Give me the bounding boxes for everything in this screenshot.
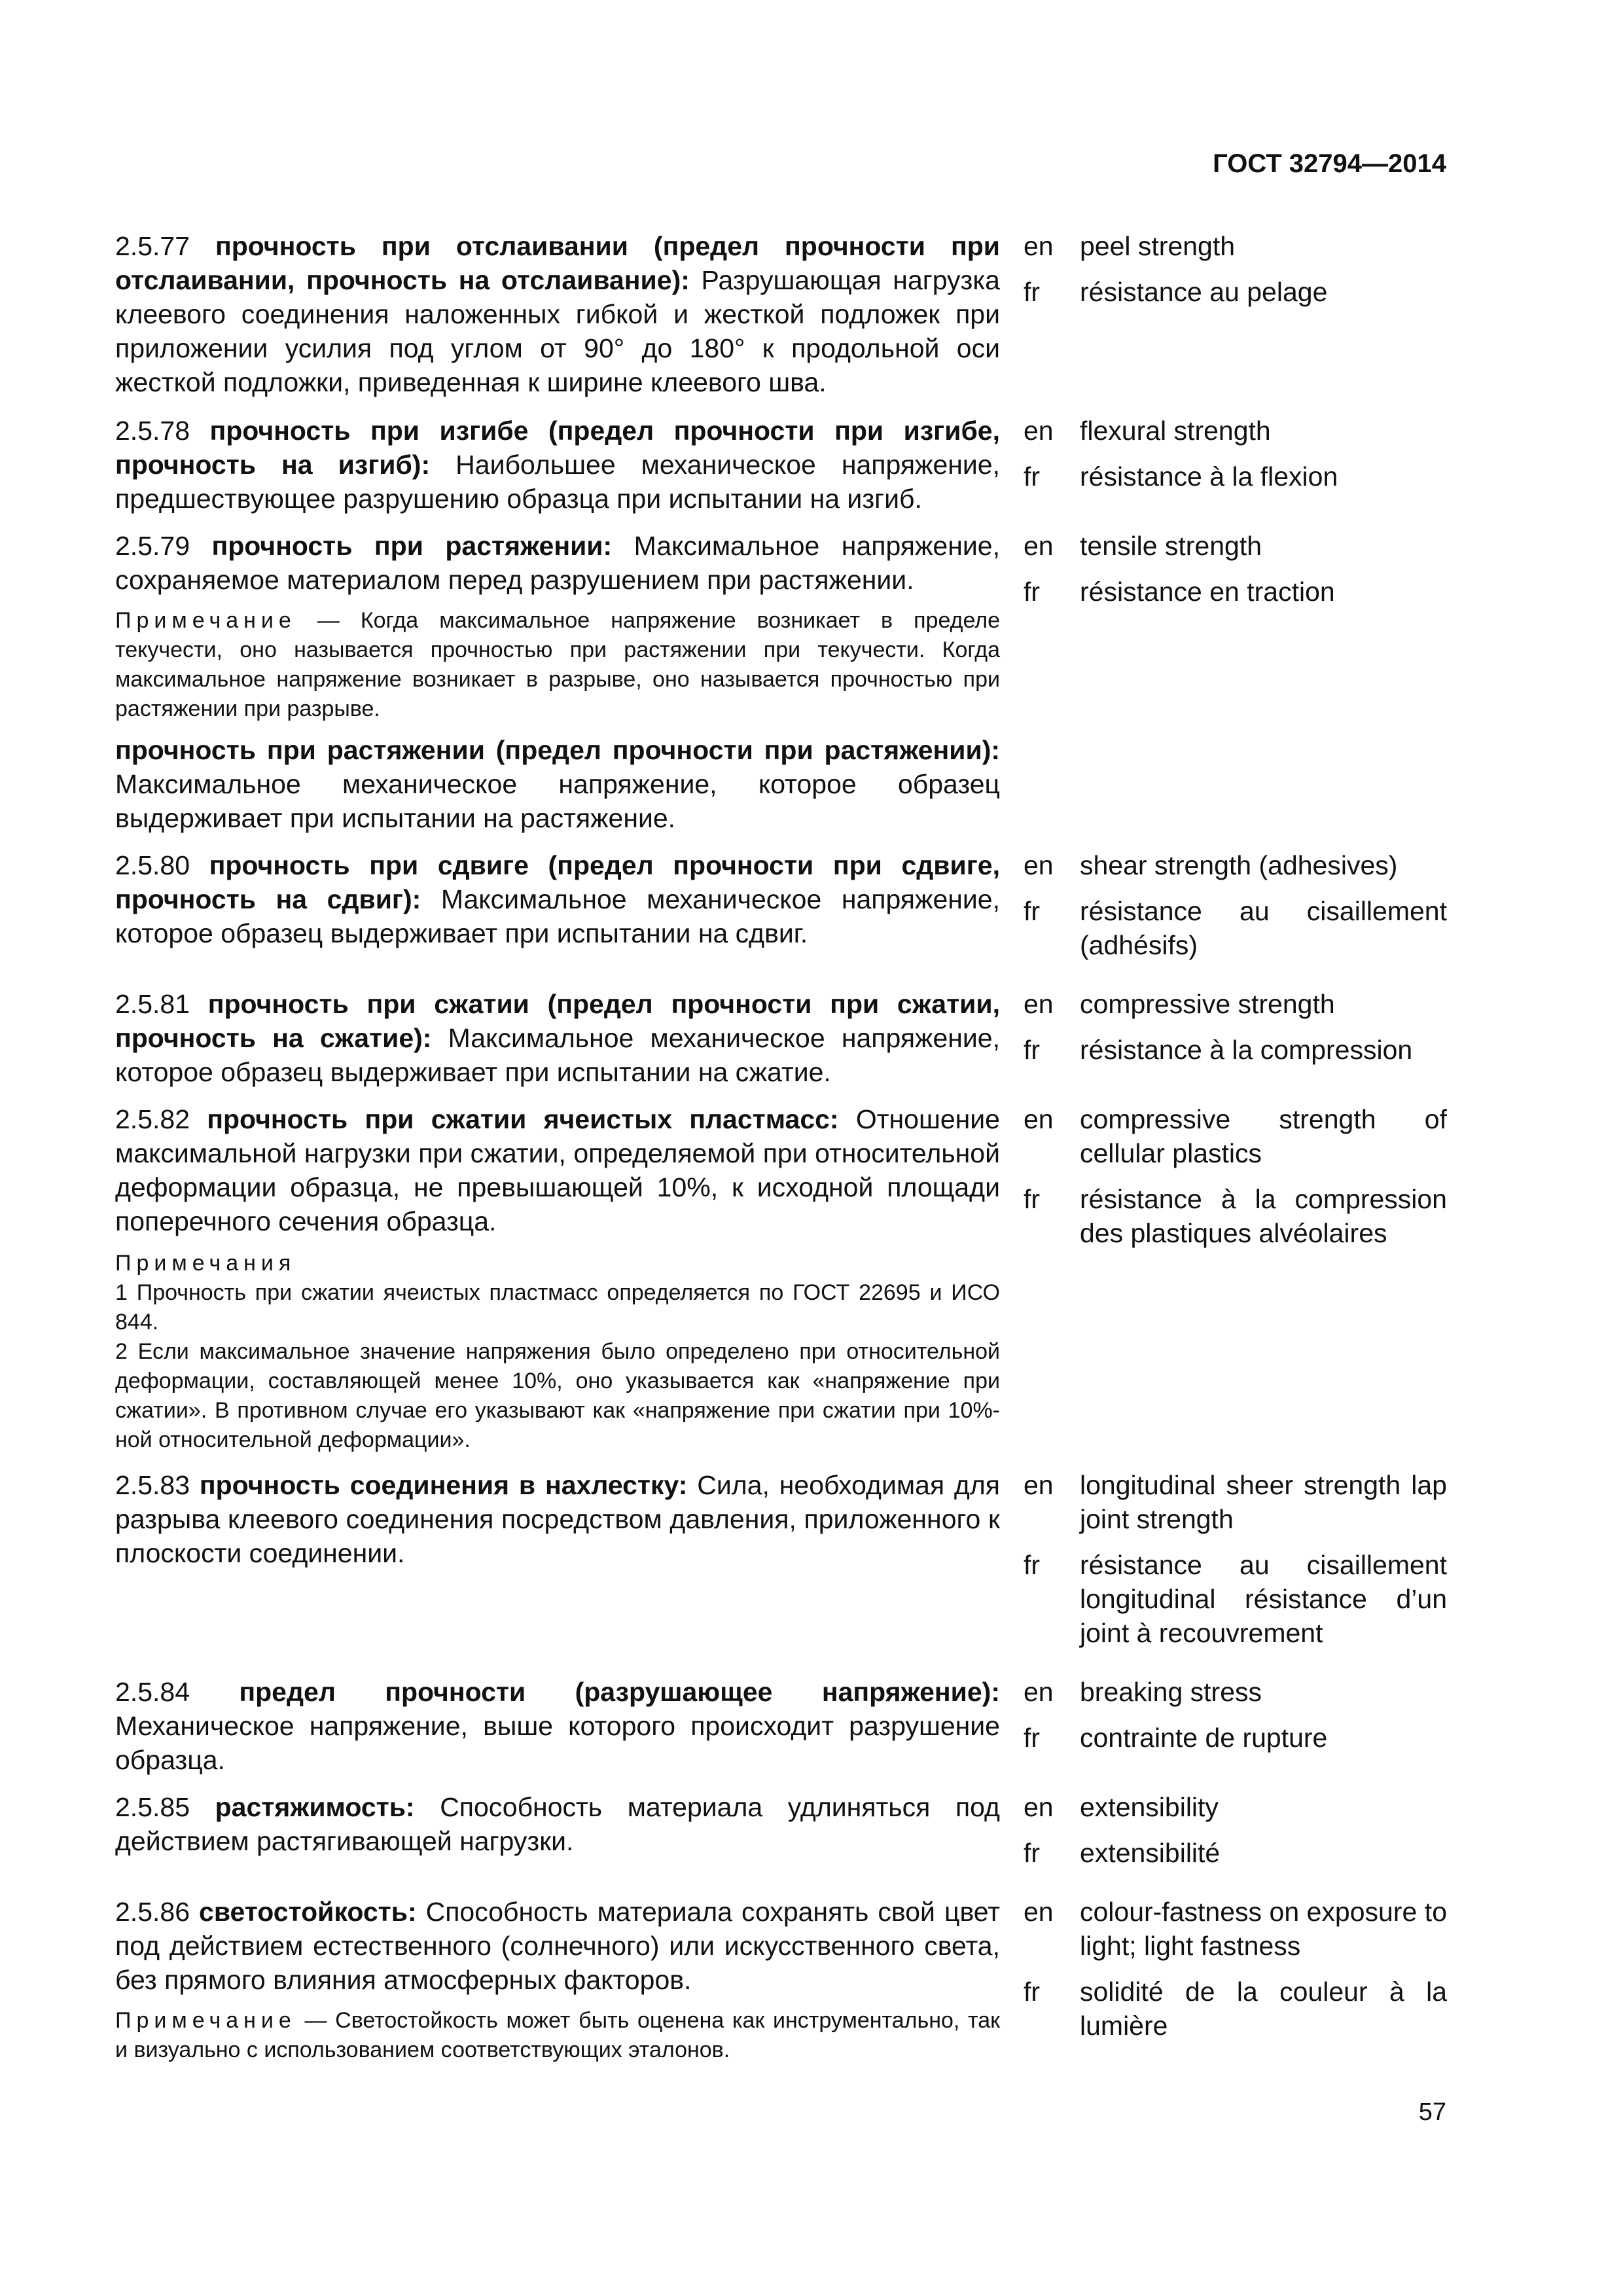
term-number: 2.5.79 <box>115 531 190 561</box>
translation-fr <box>1024 1721 1447 1755</box>
translation-text: résistance à la flexion <box>1080 461 1338 492</box>
term-definition: Максимальное механическое напряжение, которое образец выдерживает при испытании на сжатие. <box>115 1023 1000 1087</box>
term-entry-2-5-77 <box>115 229 1447 399</box>
translation-text: résistance au cisaillement (adhésifs) <box>1080 896 1447 960</box>
translation-text: compressive strength of cellular plastics <box>1080 1104 1447 1168</box>
term-name: прочность при отслаивании (предел прочности при отслаивании, прочность на отслаивание): <box>115 231 1000 295</box>
term-paragraph <box>115 1675 1000 1777</box>
term-paragraph <box>115 1102 1000 1238</box>
term-name: прочность при сжатии (предел прочности при сжатии, прочность на сжатие): <box>115 989 1000 1053</box>
lang-code: fr <box>1024 896 1041 926</box>
translation-text: tensile strength <box>1080 531 1262 561</box>
translation-column <box>1000 1102 1447 1455</box>
translation-text: colour-fastness on exposure to light; light fastness <box>1080 1897 1447 1961</box>
note-text: — Когда максимальное напряжение возникает в пределе текучести, оно называется прочностью при растяжении при текучести. Когда максимальное напряжение возникает в разрыве, оно называется прочностью при растяжении при разрыве. <box>115 608 1000 721</box>
term-number: 2.5.83 <box>115 1470 190 1500</box>
russian-column <box>115 1790 1000 1882</box>
translation-text: résistance à la compression <box>1080 1035 1413 1065</box>
term-paragraph <box>115 848 1000 950</box>
note-item: 1 Прочность при сжатии ячеистых пластмасс определяется по ГОСТ 22695 и ИСО 844. <box>115 1280 1000 1335</box>
translation-fr <box>1024 1836 1447 1870</box>
translation-en <box>1024 1895 1447 1963</box>
translation-text: solidité de la couleur à la lumière <box>1080 1977 1447 2041</box>
lang-code: en <box>1024 531 1054 561</box>
lang-code: fr <box>1024 461 1041 492</box>
translation-en <box>1024 848 1447 882</box>
notes-title: Примечания <box>115 1251 296 1276</box>
term-name: прочность при растяжении: <box>211 531 613 561</box>
term-entry-2-5-79 <box>115 529 1447 835</box>
translation-column <box>1000 529 1447 835</box>
translation-en <box>1024 1468 1447 1536</box>
translation-en <box>1024 414 1447 448</box>
term-number: 2.5.77 <box>115 231 190 261</box>
lang-code: fr <box>1024 1184 1041 1214</box>
term-definition: Разрушающая нагрузка клеевого соединения наложенных гибкой и жесткой подложек при приложении усилия под углом от 90° до 180° к продольной оси жесткой подложки, приведенная к ширине клеевого шва. <box>115 265 1000 397</box>
lang-code: en <box>1024 1897 1054 1927</box>
page-number: 57 <box>1418 2098 1446 2126</box>
term-name: прочность соединения в нахлестку: <box>199 1470 688 1500</box>
term-entry-2-5-78 <box>115 414 1447 516</box>
translation-en <box>1024 229 1447 263</box>
translation-text: longitudinal sheer strength lap joint strength <box>1080 1470 1447 1534</box>
note-item: 2 Если максимальное значение напряжения было определено при относительной деформации, составляющей менее 10%, оно указывается как «напряжение при сжатии». В противном случае его указывают как «напряжение при сжатии при 10%-ной относительной деформации». <box>115 1339 1000 1452</box>
russian-column <box>115 1675 1000 1777</box>
translation-text: résistance au pelage <box>1080 277 1328 307</box>
note <box>115 2006 1000 2065</box>
lang-code: fr <box>1024 577 1041 607</box>
russian-column <box>115 1102 1000 1455</box>
term-entry-2-5-80 <box>115 848 1447 974</box>
translation-fr <box>1024 575 1447 609</box>
translation-column <box>1000 1675 1447 1777</box>
term-entry-2-5-86 <box>115 1895 1447 2065</box>
translation-en <box>1024 1102 1447 1170</box>
lang-code: fr <box>1024 1723 1041 1753</box>
term-entry-2-5-84 <box>115 1675 1447 1777</box>
term-number: 2.5.80 <box>115 850 190 880</box>
translation-text: résistance à la compression des plastiques alvéolaires <box>1080 1184 1447 1248</box>
lang-code: fr <box>1024 1035 1041 1065</box>
lang-code: fr <box>1024 277 1041 307</box>
term-number: 2.5.82 <box>115 1104 190 1134</box>
term-paragraph <box>115 229 1000 399</box>
term-paragraph <box>115 1895 1000 1997</box>
lang-code: en <box>1024 1470 1054 1500</box>
translation-text: compressive strength <box>1080 989 1335 1019</box>
term-definition: Максимальное механическое напряжение, которое образец выдерживает при испытании на сдвиг. <box>115 884 1000 948</box>
term-paragraph <box>115 1790 1000 1858</box>
translation-en <box>1024 529 1447 563</box>
term-entry-2-5-85 <box>115 1790 1447 1882</box>
translation-column <box>1000 414 1447 516</box>
term-name: светостойкость: <box>199 1897 417 1927</box>
term-name: прочность при изгибе (предел прочности при изгибе, прочность на изгиб): <box>115 416 1000 480</box>
lang-code: en <box>1024 989 1054 1019</box>
translation-column <box>1000 1468 1447 1662</box>
russian-column <box>115 987 1000 1089</box>
term-definition: Способность материала удлиняться под действием растягивающей нагрузки. <box>115 1792 1000 1856</box>
lang-code: en <box>1024 231 1054 261</box>
translation-fr <box>1024 1975 1447 2043</box>
translation-text: flexural strength <box>1080 416 1271 446</box>
translation-fr <box>1024 1033 1447 1067</box>
term-definition: Наибольшее механическое напряжение, предшествующее разрушению образца при испытании на изгиб. <box>115 450 1000 514</box>
term-number: 2.5.86 <box>115 1897 190 1927</box>
term-paragraph <box>115 529 1000 597</box>
term-paragraph <box>115 1468 1000 1570</box>
term-paragraph <box>115 414 1000 516</box>
lang-code: en <box>1024 1792 1054 1822</box>
translation-en <box>1024 987 1447 1021</box>
translation-text: breaking stress <box>1080 1677 1262 1707</box>
russian-column <box>115 1895 1000 2065</box>
term-name: растяжимость: <box>215 1792 415 1822</box>
translation-text: extensibility <box>1080 1792 1219 1822</box>
translation-text: extensibilité <box>1080 1838 1221 1868</box>
term-definition: Сила, необходимая для разрыва клеевого соединения посредством давления, приложенного к плоскости соединении. <box>115 1470 1000 1568</box>
translation-text: résistance au cisaillement longitudinal résistance d’un joint à recouvrement <box>1080 1550 1447 1648</box>
term-definition: Способность материала сохранять свой цвет под действием естественного (солнечного) или искусственного света, без прямого влияния атмосферных факторов. <box>115 1897 1000 1995</box>
term-paragraph <box>115 987 1000 1089</box>
term-number: 2.5.78 <box>115 416 190 446</box>
translation-column <box>1000 1790 1447 1882</box>
translation-text: résistance en traction <box>1080 577 1335 607</box>
russian-column <box>115 414 1000 516</box>
note-text: — Светостойкость может быть оценена как инструментально, так и визуально с использованием соответствующих эталонов. <box>115 2008 1000 2062</box>
term-entry-2-5-83 <box>115 1468 1447 1662</box>
term-definition: Максимальное механическое напряжение, которое образец выдерживает при испытании на растяжение. <box>115 769 1000 833</box>
note <box>115 606 1000 724</box>
lang-code: en <box>1024 416 1054 446</box>
translation-column <box>1000 987 1447 1089</box>
note-label: Примечание <box>115 608 296 633</box>
russian-column <box>115 229 1000 399</box>
term-number: 2.5.85 <box>115 1792 190 1822</box>
term-name: прочность при сдвиге (предел прочности при сдвиге, прочность на сдвиг): <box>115 850 1000 914</box>
term-name: прочность при сжатии ячеистых пластмасс: <box>207 1104 839 1134</box>
russian-column <box>115 848 1000 974</box>
translation-en <box>1024 1675 1447 1709</box>
term-definition: Механическое напряжение, выше которого происходит разрушение образца. <box>115 1711 1000 1775</box>
translation-column <box>1000 1895 1447 2065</box>
lang-code: en <box>1024 850 1054 880</box>
translation-text: peel strength <box>1080 231 1236 261</box>
term-entry-2-5-82 <box>115 1102 1447 1455</box>
translation-fr <box>1024 1182 1447 1250</box>
terms-list <box>115 229 1447 2078</box>
lang-code: en <box>1024 1104 1054 1134</box>
russian-column <box>115 529 1000 835</box>
translation-fr <box>1024 894 1447 962</box>
lang-code: en <box>1024 1677 1054 1707</box>
lang-code: fr <box>1024 1838 1041 1868</box>
translation-text: shear strength (adhesives) <box>1080 850 1398 880</box>
lang-code: fr <box>1024 1977 1041 2007</box>
translation-fr <box>1024 1548 1447 1650</box>
translation-en <box>1024 1790 1447 1824</box>
document-header: ГОСТ 32794—2014 <box>1213 149 1446 178</box>
note-label: Примечание <box>115 2008 296 2033</box>
term-definition: Максимальное напряжение, сохраняемое материалом перед разрушением при растяжении. <box>115 531 1000 595</box>
term-number: 2.5.84 <box>115 1677 190 1707</box>
translation-fr <box>1024 459 1447 493</box>
term-name: прочность при растяжении (предел прочности при растяжении): <box>115 735 1000 765</box>
term-definition: Отношение максимальной нагрузки при сжатии, определяемой при относительной деформации образца, не превышающей 10%, к исходной площади поперечного сечения образца. <box>115 1104 1000 1236</box>
term-entry-2-5-81 <box>115 987 1447 1089</box>
russian-column <box>115 1468 1000 1662</box>
term-paragraph-extra <box>115 733 1000 835</box>
translation-column <box>1000 229 1447 399</box>
translation-column <box>1000 848 1447 974</box>
translation-fr <box>1024 275 1447 309</box>
term-number: 2.5.81 <box>115 989 190 1019</box>
translation-text: contrainte de rupture <box>1080 1723 1328 1753</box>
lang-code: fr <box>1024 1550 1041 1580</box>
term-name: предел прочности (разрушающее напряжение): <box>239 1677 1000 1707</box>
